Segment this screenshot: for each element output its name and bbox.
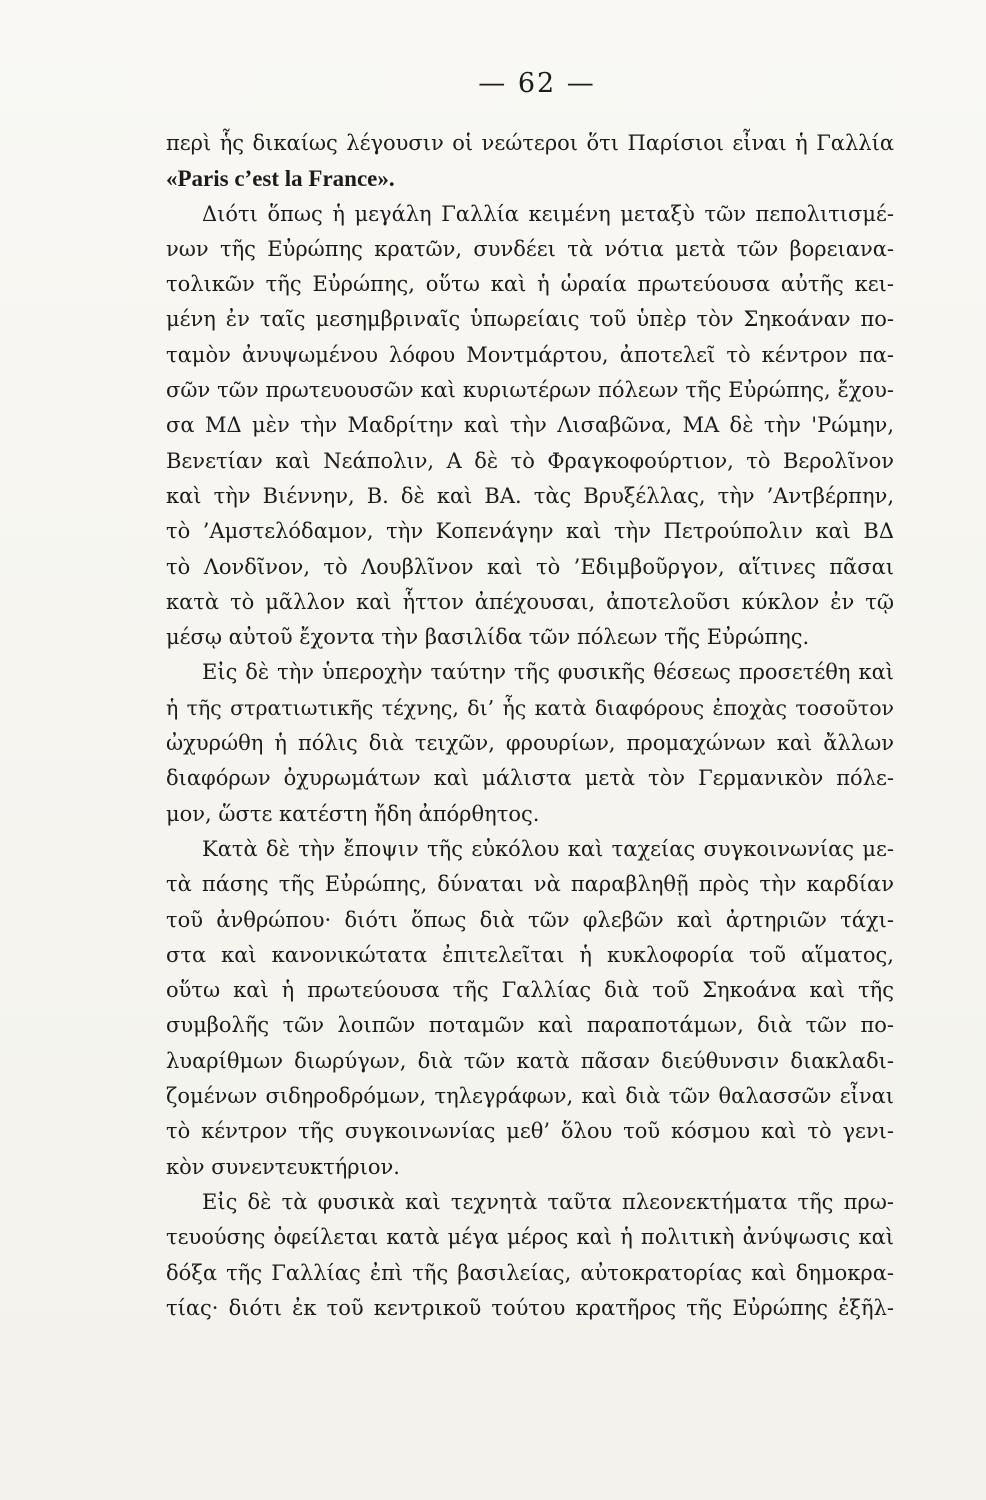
text-line: νων τῆς Εὐρώπης κρατῶν, συνδέει τὰ νότια μετὰ τῶν βορειανα- bbox=[166, 236, 894, 261]
text-line: ὠχυρώθη ἡ πόλις διὰ τειχῶν, φρουρίων, προμαχώνων καὶ ἄλλων bbox=[166, 731, 894, 756]
text-line: ταμὸν ἀνυψωμένου λόφου Μοντμάρτου, ἀποτελεῖ τὸ κέντρον πα- bbox=[166, 342, 894, 367]
text-line: Βενετίαν καὶ Νεάπολιν, Α δὲ τὸ Φραγκοφούρτιον, τὸ Βερολῖνον bbox=[166, 448, 894, 473]
text-line: διαφόρων ὀχυρωμάτων καὶ μάλιστα μετὰ τὸν Γερμανικὸν πόλε- bbox=[166, 766, 894, 791]
body-text bbox=[166, 126, 894, 1326]
text-line: κὸν συνεντευκτήριον. bbox=[166, 1154, 400, 1179]
text-line: σα ΜΔ μὲν τὴν Μαδρίτην καὶ τὴν Λισαβῶνα, ΜΑ δὲ τὴν 'Ρώμην, bbox=[166, 413, 894, 438]
text-line: οὕτω καὶ ἡ πρωτεύουσα τῆς Γαλλίας διὰ τοῦ Σηκοάνα καὶ τῆς bbox=[166, 978, 894, 1003]
text-line: τὸ κέντρον τῆς συγκοινωνίας μεθ’ ὅλου τοῦ κόσμου καὶ τὸ γενι- bbox=[166, 1119, 894, 1144]
text-line: μέσῳ αὐτοῦ ἔχοντα τὴν βασιλίδα τῶν πόλεων τῆς Εὐρώπης. bbox=[166, 625, 810, 650]
text-line: τολικῶν τῆς Εὐρώπης, οὕτω καὶ ἡ ὡραία πρωτεύουσα αὐτῆς κει- bbox=[166, 272, 894, 297]
text-line: ἡ τῆς στρατιωτικῆς τέχνης, δι’ ἧς κατὰ διαφόρους ἐποχὰς τοσοῦτον bbox=[166, 695, 894, 720]
text-line: Διότι ὅπως ἡ μεγάλη Γαλλία κειμένη μεταξὺ τῶν πεπολιτισμέ- bbox=[202, 201, 894, 226]
text-line: μένη ἐν ταῖς μεσημβριναῖς ὑπωρείαις τοῦ ὑπὲρ τὸν Σηκοάναν πο- bbox=[166, 307, 894, 332]
page-number: — 62 — bbox=[478, 68, 596, 99]
text-line: δόξα τῆς Γαλλίας ἐπὶ τῆς βασιλείας, αὐτοκρατορίας καὶ δημοκρα- bbox=[166, 1260, 894, 1285]
text-line: περὶ ἧς δικαίως λέγουσιν οἱ νεώτεροι ὅτι Παρίσιοι εἶναι ἡ Γαλλία bbox=[166, 131, 894, 155]
text-line: Κατὰ δὲ τὴν ἔποψιν τῆς εὐκόλου καὶ ταχείας συγκοινωνίας με- bbox=[202, 836, 894, 861]
text-line: στα καὶ κανονικώτατα ἐπιτελεῖται ἡ κυκλοφορία τοῦ αἵματος, bbox=[166, 942, 894, 967]
text-line: κατὰ τὸ μᾶλλον καὶ ἧττον ἀπέχουσαι, ἀποτελοῦσι κύκλον ἐν τῷ bbox=[166, 589, 894, 614]
text-line: τὸ ’Αμστελόδαμον, τὴν Κοπενάγην καὶ τὴν Πετρούπολιν καὶ ΒΔ bbox=[166, 519, 894, 544]
text-line: τοῦ ἀνθρώπου· διότι ὅπως διὰ τῶν φλεβῶν καὶ ἀρτηριῶν τάχι- bbox=[166, 907, 894, 932]
text-line: «Paris c’est la France». bbox=[166, 166, 395, 192]
text-line: τὸ Λονδῖνον, τὸ Λουβλῖνον καὶ τὸ ’Εδιμβοῦργον, αἵτινες πᾶσαι bbox=[166, 554, 894, 579]
text-line: Εἰς δὲ τὰ φυσικὰ καὶ τεχνητὰ ταῦτα πλεονεκτήματα τῆς πρω- bbox=[202, 1189, 894, 1214]
text-line: καὶ τὴν Βιέννην, Β. δὲ καὶ ΒΑ. τὰς Βρυξέλλας, τὴν ’Αντβέρπην, bbox=[166, 483, 894, 508]
text-line: Εἰς δὲ τὴν ὑπεροχὴν ταύτην τῆς φυσικῆς θέσεως προσετέθη καὶ bbox=[202, 660, 894, 685]
text-line: τίας· διότι ἐκ τοῦ κεντρικοῦ τούτου κρατῆρος τῆς Εὐρώπης ἐξῆλ- bbox=[166, 1295, 894, 1320]
text-line: σῶν τῶν πρωτευουσῶν καὶ κυριωτέρων πόλεων τῆς Εὐρώπης, ἔχου- bbox=[166, 378, 894, 403]
text-line: ζομένων σιδηροδρόμων, τηλεγράφων, καὶ διὰ τῶν θαλασσῶν εἶναι bbox=[166, 1084, 894, 1109]
text-line: τευούσης ὀφείλεται κατὰ μέγα μέρος καὶ ἡ πολιτικὴ ἀνύψωσις καὶ bbox=[166, 1225, 894, 1250]
text-line: συμβολῆς τῶν λοιπῶν ποταμῶν καὶ παραποτάμων, διὰ τῶν πο- bbox=[166, 1013, 894, 1038]
text-line: λυαρίθμων διωρύγων, διὰ τῶν κατὰ πᾶσαν διεύθυνσιν διακλαδι- bbox=[166, 1048, 894, 1073]
text-line: μον, ὥστε κατέστη ἤδη ἀπόρθητος. bbox=[166, 801, 540, 826]
text-line: τὰ πάσης τῆς Εὐρώπης, δύναται νὰ παραβληθῇ πρὸς τὴν καρδίαν bbox=[166, 872, 894, 897]
